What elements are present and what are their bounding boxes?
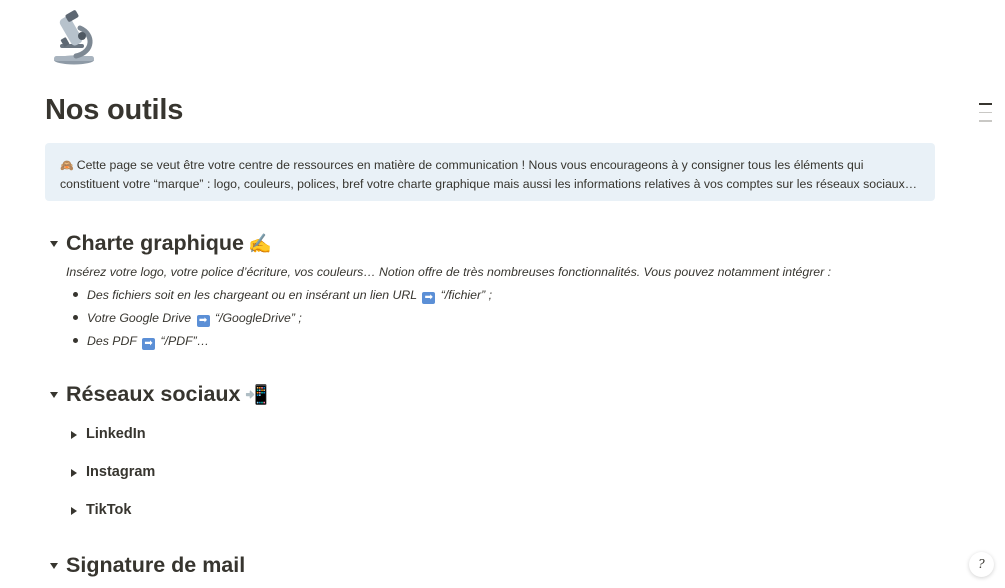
list-item[interactable]: Votre Google Drive ➡ “/GoogleDrive” ;	[73, 311, 302, 327]
bullet-icon	[73, 292, 78, 297]
writing-hand-emoji-icon: ✍️	[248, 234, 272, 255]
heading-reseaux-sociaux[interactable]: Réseaux sociaux 📲	[66, 382, 269, 406]
heading-charte-graphique[interactable]: Charte graphique ✍️	[66, 231, 272, 255]
mobile-phone-arrow-emoji-icon: 📲	[244, 385, 269, 406]
callout-block[interactable]	[45, 143, 935, 201]
list-item[interactable]: Des fichiers soit en les chargeant ou en insérant un lien URL ➡ “/fichier” ;	[73, 288, 492, 304]
right-arrow-emoji-icon: ➡	[142, 338, 155, 350]
heading-signature-de-mail[interactable]: Signature de mail	[66, 553, 246, 577]
page-title[interactable]: Nos outils	[45, 94, 184, 126]
right-arrow-emoji-icon: ➡	[422, 292, 435, 304]
table-of-contents-indicator[interactable]	[979, 103, 992, 129]
bullet-icon	[73, 338, 78, 343]
right-arrow-emoji-icon: ➡	[197, 315, 210, 327]
toggle-arrow-right-icon[interactable]	[71, 469, 77, 477]
help-button[interactable]: ?	[969, 552, 994, 577]
toc-line-2[interactable]	[979, 112, 992, 114]
toggle-tiktok[interactable]: TikTok	[86, 502, 132, 518]
toggle-arrow-down-icon[interactable]	[50, 563, 58, 569]
toggle-arrow-right-icon[interactable]	[71, 507, 77, 515]
toggle-instagram[interactable]: Instagram	[86, 464, 156, 480]
charte-intro-paragraph[interactable]: Insérez votre logo, votre police d’écriture, vos couleurs… Notion offre de très nombreuses fonctionnalités. Vous pouvez notamment intégrer :	[66, 265, 832, 279]
callout-text: Cette page se veut être votre centre de ressources en matière de communication ! Nous vous encourageons à y consigner tous les éléments qui constituent votre “marque” : logo, couleurs, polices, bref votre charte graphique mais aussi les informations relatives à vos comptes sur les réseaux sociaux…	[60, 158, 918, 191]
bullet-icon	[73, 315, 78, 320]
toc-line-1[interactable]	[979, 103, 992, 105]
microscope-icon[interactable]	[46, 6, 102, 66]
toc-line-3[interactable]	[979, 120, 992, 122]
toggle-arrow-right-icon[interactable]	[71, 431, 77, 439]
list-item[interactable]: Des PDF ➡ “/PDF”…	[73, 334, 209, 350]
toggle-arrow-down-icon[interactable]	[50, 241, 58, 247]
toggle-arrow-down-icon[interactable]	[50, 392, 58, 398]
monkey-emoji-icon: 🙈	[60, 160, 74, 172]
toggle-linkedin[interactable]: LinkedIn	[86, 426, 146, 442]
